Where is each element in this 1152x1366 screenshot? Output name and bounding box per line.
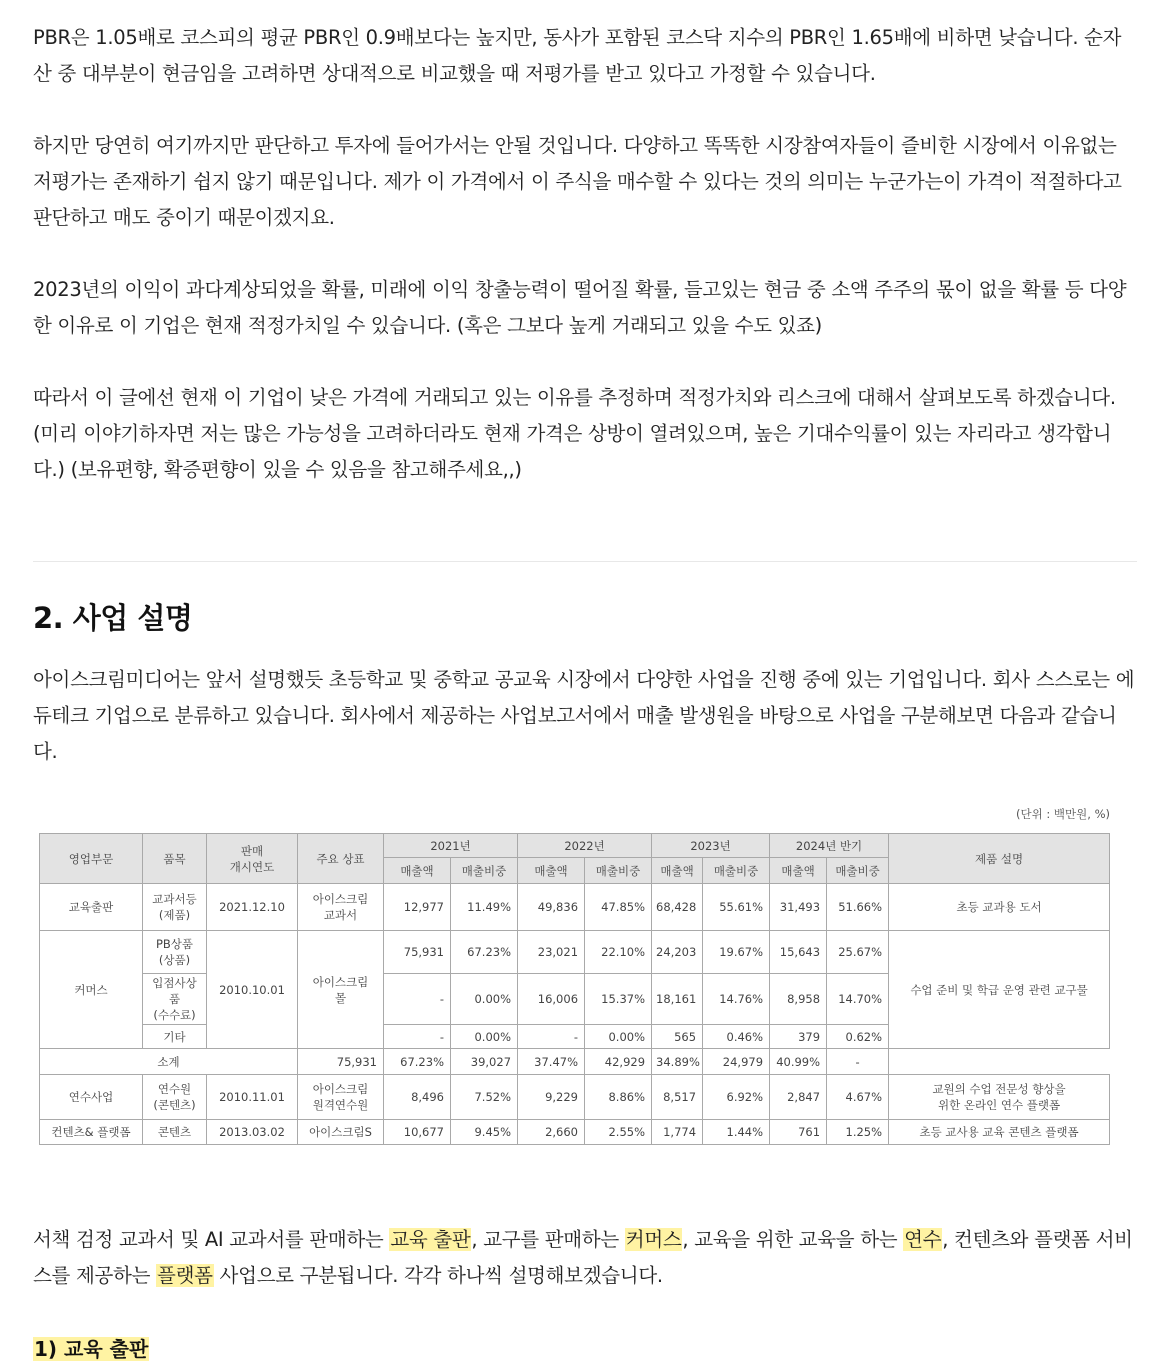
cell-item: 입점사상품 (수수료): [143, 974, 207, 1025]
table-unit-note: (단위 : 백만원, %): [1016, 807, 1110, 821]
subsection-title: [33, 1332, 149, 1366]
cell-segment: 커머스: [40, 931, 143, 1049]
summary-text: , 교육을 위한 교육을 하는: [682, 1228, 904, 1251]
section-title: 2. 사업 설명: [33, 601, 193, 635]
header-sales: 매출액: [652, 858, 703, 884]
cell-value: 75,931: [384, 931, 451, 974]
cell-value: 37.47%: [518, 1049, 585, 1075]
header-item: 품목: [143, 834, 207, 884]
cell-value: 39,027: [451, 1049, 518, 1075]
highlight-platform: 플랫폼: [157, 1264, 213, 1287]
cell-value: 25.67%: [827, 931, 889, 974]
cell-launch: 2010.11.01: [207, 1075, 298, 1120]
header-share: 매출비중: [827, 858, 889, 884]
cell-value: 24,979: [703, 1049, 770, 1075]
table-row-education: [40, 884, 1110, 931]
header-year-2021: 2021년: [384, 834, 518, 858]
paragraph-business-intro: 아이스크림미디어는 앞서 설명했듯 초등학교 및 중학교 공교육 시장에서 다양한 사업을 진행 중에 있는 기업입니다. 회사 스스로는 에듀테크 기업으로 분류하고 있습니다. 회사에서 제공하는 사업보고서에서 매출 발생원을 바탕으로 사업을 구분해보면 다음과 같습니다.: [33, 668, 1135, 763]
highlight-commerce: 커머스: [625, 1228, 682, 1251]
cell-launch: 2021.12.10: [207, 884, 298, 931]
cell-segment: 연수사업: [40, 1075, 143, 1120]
cell-value: 18,161: [652, 974, 703, 1025]
cell-value: 8,517: [652, 1075, 703, 1120]
cell-item: 기타: [143, 1025, 207, 1049]
cell-value: 75,931: [298, 1049, 384, 1075]
summary-text: , 컨텐츠와 플랫폼 서비스를 제공하는: [33, 1228, 1133, 1287]
cell-value: 22.10%: [585, 931, 652, 974]
cell-description: -: [827, 1049, 889, 1075]
cell-value: 379: [770, 1025, 827, 1049]
cell-value: 761: [770, 1120, 827, 1145]
cell-value: 0.00%: [585, 1025, 652, 1049]
highlight-training: 연수: [904, 1228, 942, 1251]
header-share: 매출비중: [451, 858, 518, 884]
cell-value: 0.62%: [827, 1025, 889, 1049]
cell-value: 6.92%: [703, 1075, 770, 1120]
cell-value: 565: [652, 1025, 703, 1049]
cell-value: -: [384, 974, 451, 1025]
cell-value: 24,203: [652, 931, 703, 974]
cell-value: 40.99%: [770, 1049, 827, 1075]
cell-launch: 2013.03.02: [207, 1120, 298, 1145]
cell-description: 초등 교과용 도서: [889, 884, 1110, 931]
cell-value: 55.61%: [703, 884, 770, 931]
cell-value: 34.89%: [652, 1049, 703, 1075]
cell-value: -: [518, 1025, 585, 1049]
subsection-title-text: 1) 교육 출판: [34, 1337, 149, 1361]
cell-value: 42,929: [585, 1049, 652, 1075]
cell-value: 67.23%: [451, 931, 518, 974]
cell-value: 0.46%: [703, 1025, 770, 1049]
cell-value: 16,006: [518, 974, 585, 1025]
cell-value: 8,958: [770, 974, 827, 1025]
cell-value: 15.37%: [585, 974, 652, 1025]
cell-value: 15,643: [770, 931, 827, 974]
cell-value: 14.70%: [827, 974, 889, 1025]
cell-value: 2,847: [770, 1075, 827, 1120]
cell-item: 콘텐츠: [143, 1120, 207, 1145]
table-row-commerce-pb: [40, 931, 1110, 974]
section-divider: [33, 561, 1137, 562]
cell-value: 11.49%: [451, 884, 518, 931]
header-segment: 영업부문: [40, 834, 143, 884]
cell-description: 초등 교사용 교육 콘텐츠 플랫폼: [889, 1120, 1110, 1145]
cell-item: 교과서등 (제품): [143, 884, 207, 931]
cell-brand: 아이스크림 교과서: [298, 884, 384, 931]
business-segment-table: [39, 833, 1110, 1145]
header-year-2024h1: 2024년 반기: [770, 834, 889, 858]
cell-value: 23,021: [518, 931, 585, 974]
cell-segment: 교육출판: [40, 884, 143, 931]
highlight-education-publishing: 교육 출판: [390, 1228, 471, 1251]
table-row-training: [40, 1075, 1110, 1120]
cell-description: 교원의 수업 전문성 향상을 위한 온라인 연수 플랫폼: [889, 1075, 1110, 1120]
cell-segment: 컨텐츠& 플랫폼: [40, 1120, 143, 1145]
cell-value: 10,677: [384, 1120, 451, 1145]
cell-brand: 아이스크림 몰: [298, 931, 384, 1049]
cell-value: 8.86%: [585, 1075, 652, 1120]
cell-brand: 아이스크림 원격연수원: [298, 1075, 384, 1120]
header-description: 제품 설명: [889, 834, 1110, 884]
cell-value: 14.76%: [703, 974, 770, 1025]
cell-value: 1.44%: [703, 1120, 770, 1145]
header-sales: 매출액: [384, 858, 451, 884]
summary-text: 사업으로 구분됩니다. 각각 하나씩 설명해보겠습니다.: [213, 1264, 663, 1287]
summary-text: , 교구를 판매하는: [471, 1228, 625, 1251]
cell-value: 51.66%: [827, 884, 889, 931]
cell-value: 2,660: [518, 1120, 585, 1145]
header-brand: 주요 상표: [298, 834, 384, 884]
paragraph-risk: 2023년의 이익이 과다계상되었을 확률, 미래에 이익 창출능력이 떨어질 확률, 들고있는 현금 중 소액 주주의 몫이 없을 확률 등 다양한 이유로 이 기업은 현재 적정가치일 수 있습니다. (혹은 그보다 높게 거래되고 있을 수도 있죠): [33, 278, 1127, 337]
cell-value: 19.67%: [703, 931, 770, 974]
cell-brand: 아이스크림S: [298, 1120, 384, 1145]
header-share: 매출비중: [585, 858, 652, 884]
header-launch-year: 판매 개시연도: [207, 834, 298, 884]
cell-value: 12,977: [384, 884, 451, 931]
cell-value: 1,774: [652, 1120, 703, 1145]
cell-value: 8,496: [384, 1075, 451, 1120]
table-row-subtotal: [40, 1049, 1110, 1075]
cell-value: 67.23%: [384, 1049, 451, 1075]
header-year-2023: 2023년: [652, 834, 770, 858]
cell-value: 1.25%: [827, 1120, 889, 1145]
cell-item: PB상품 (상품): [143, 931, 207, 974]
cell-item: 연수원 (콘텐츠): [143, 1075, 207, 1120]
cell-value: 9,229: [518, 1075, 585, 1120]
header-sales: 매출액: [518, 858, 585, 884]
cell-value: 68,428: [652, 884, 703, 931]
cell-value: 0.00%: [451, 974, 518, 1025]
table-row-platform: [40, 1120, 1110, 1145]
cell-launch: 2010.10.01: [207, 931, 298, 1049]
cell-value: -: [384, 1025, 451, 1049]
header-year-2022: 2022년: [518, 834, 652, 858]
paragraph-pbr: PBR은 1.05배로 코스피의 평균 PBR인 0.9배보다는 높지만, 동사가 포함된 코스닥 지수의 PBR인 1.65배에 비하면 낮습니다. 순자산 중 대부분이 현금임을 고려하면 상대적으로 비교했을 때 저평가를 받고 있다고 가정할 수 있습니다.: [33, 26, 1122, 85]
cell-subtotal-label: 소계: [40, 1049, 298, 1075]
cell-value: 9.45%: [451, 1120, 518, 1145]
cell-value: 0.00%: [451, 1025, 518, 1049]
cell-value: 2.55%: [585, 1120, 652, 1145]
paragraph-caution: 하지만 당연히 여기까지만 판단하고 투자에 들어가서는 안될 것입니다. 다양하고 똑똑한 시장참여자들이 즐비한 시장에서 이유없는 저평가는 존재하기 쉽지 않기 때문입니다. 제가 이 가격에서 이 주식을 매수할 수 있다는 것의 의미는 누군가는이 가격이 적절하다고 판단하고 매도 중이기 때문이겠지요.: [33, 134, 1122, 229]
paragraph-segments-summary: [33, 1222, 1138, 1294]
cell-value: 47.85%: [585, 884, 652, 931]
summary-text: 서책 검정 교과서 및 AI 교과서를 판매하는: [33, 1228, 390, 1251]
paragraph-plan: 따라서 이 글에선 현재 이 기업이 낮은 가격에 거래되고 있는 이유를 추정하며 적정가치와 리스크에 대해서 살펴보도록 하겠습니다. (미리 이야기하자면 저는 많은 가능성을 고려하더라도 현재 가격은 상방이 열려있으며, 높은 기대수익률이 있는 자리라고 생각합니다.) (보유편향, 확증편향이 있을 수 있음을 참고해주세요,,): [33, 386, 1116, 481]
header-sales: 매출액: [770, 858, 827, 884]
cell-value: 31,493: [770, 884, 827, 931]
header-share: 매출비중: [703, 858, 770, 884]
cell-value: 4.67%: [827, 1075, 889, 1120]
cell-value: 7.52%: [451, 1075, 518, 1120]
cell-description: 수업 준비 및 학급 운영 관련 교구물: [889, 931, 1110, 1049]
cell-value: 49,836: [518, 884, 585, 931]
